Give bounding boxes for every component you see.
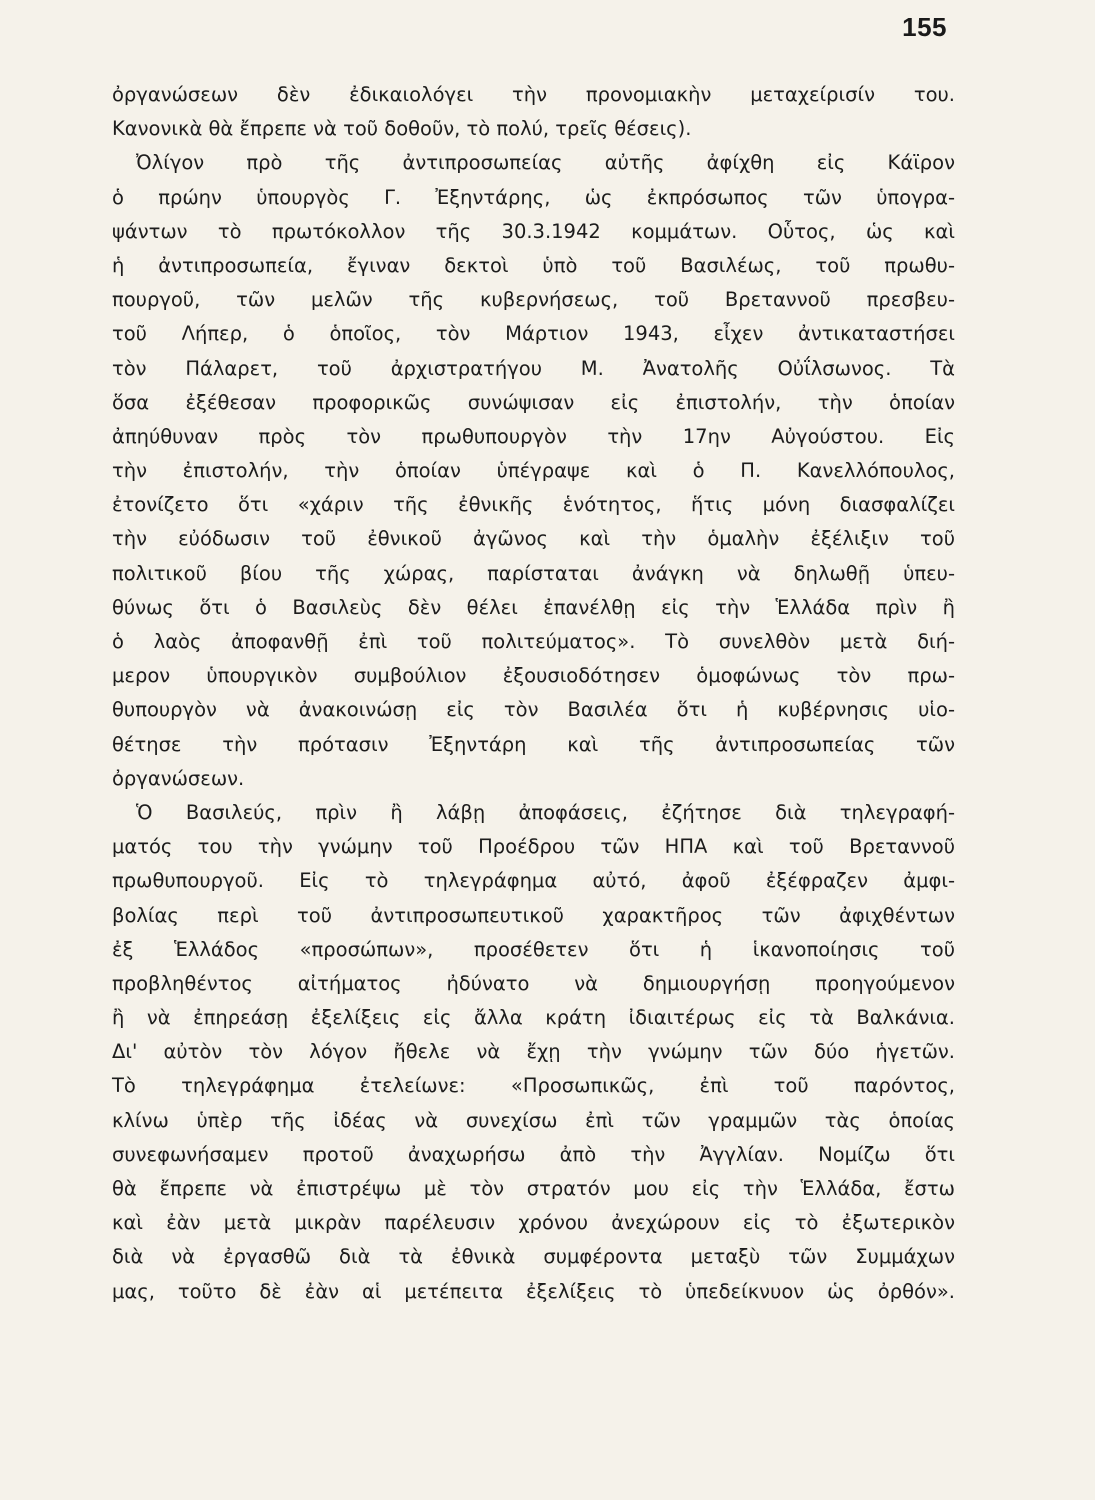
text-line: ματός του τὴν γνώμην τοῦ Προέδρου τῶν ΗΠΑ καὶ τοῦ Βρεταννοῦ (112, 835, 955, 859)
text-line: ἀπηύθυναν πρὸς τὸν πρωθυπουργὸν τὴν 17ην Αὐγούστου. Εἰς (112, 424, 955, 448)
text-line: ὀργανώσεων δὲν ἐδικαιολόγει τὴν προνομιακὴν μεταχείρισίν του. (112, 83, 955, 106)
text-line: θὰ ἔπρεπε νὰ ἐπιστρέψω μὲ τὸν στρατόν μου εἰς τὴν Ἑλλάδα, ἔστω (112, 1177, 955, 1200)
text-line: Ὀλίγον πρὸ τῆς ἀντιπροσωπείας αὐτῆς ἀφίχθη εἰς Κάϊρον (136, 151, 955, 175)
text-line: τὸν Πάλαρετ, τοῦ ἀρχιστρατήγου Μ. Ἀνατολῆς Οὐΐλσωνος. Τὰ (112, 356, 955, 380)
text-line: τοῦ Λήπερ, ὁ ὁποῖος, τὸν Μάρτιον 1943, εἶχεν ἀντικαταστήσει (112, 322, 955, 346)
text-line: ψάντων τὸ πρωτόκολλον τῆς 30.3.1942 κομμάτων. Οὗτος, ὡς καὶ (112, 219, 955, 243)
text-line: προβληθέντος αἰτήματος ἠδύνατο νὰ δημιουργήσῃ προηγούμενον (112, 971, 955, 995)
text-line: ἐτονίζετο ὅτι «χάριν τῆς ἐθνικῆς ἑνότητος, ἥτις μόνη διασφαλίζει (112, 493, 955, 517)
text-line: συνεφωνήσαμεν προτοῦ ἀναχωρήσω ἀπὸ τὴν Ἀγγλίαν. Νομίζω ὅτι (112, 1142, 955, 1166)
text-line: Ὁ Βασιλεύς, πρὶν ἢ λάβῃ ἀποφάσεις, ἐζήτησε διὰ τηλεγραφή- (136, 800, 955, 824)
text-line: κλίνω ὑπὲρ τῆς ἰδέας νὰ συνεχίσω ἐπὶ τῶν γραμμῶν τὰς ὁποίας (112, 1108, 955, 1132)
text-line: ὅσα ἐξέθεσαν προφορικῶς συνώψισαν εἰς ἐπιστολήν, τὴν ὁποίαν (112, 390, 955, 414)
text-line: ἢ νὰ ἐπηρεάσῃ ἐξελίξεις εἰς ἄλλα κράτη ἰδιαιτέρως εἰς τὰ Βαλκάνια. (112, 1006, 955, 1030)
text-line: βολίας περὶ τοῦ ἀντιπροσωπευτικοῦ χαρακτῆρος τῶν ἀφιχθέντων (112, 903, 955, 927)
text-line: καὶ ἐὰν μετὰ μικρὰν παρέλευσιν χρόνου ἀνεχώρουν εἰς τὸ ἐξωτερικὸν (112, 1211, 955, 1235)
text-line: ἡ ἀντιπροσωπεία, ἔγιναν δεκτοὶ ὑπὸ τοῦ Βασιλέως, τοῦ πρωθυ- (112, 253, 955, 277)
body-text (112, 78, 955, 1309)
text-line: τὴν ἐπιστολήν, τὴν ὁποίαν ὑπέγραψε καὶ ὁ Π. Κανελλόπουλος, (112, 459, 955, 483)
text-line: μας, τοῦτο δὲ ἐὰν αἱ μετέπειτα ἐξελίξεις τὸ ὑπεδείκνυον ὡς ὀρθόν». (112, 1279, 955, 1303)
page-number: 155 (902, 12, 947, 42)
text-line: ὁ λαὸς ἀποφανθῇ ἐπὶ τοῦ πολιτεύματος». Τὸ συνελθὸν μετὰ διή- (112, 630, 955, 653)
text-line: ὀργανώσεων. (112, 766, 245, 790)
text-line: θυπουργὸν νὰ ἀνακοινώσῃ εἰς τὸν Βασιλέα ὅτι ἡ κυβέρνησις υἱο- (112, 698, 955, 722)
text-line: ἐξ Ἑλλάδος «προσώπων», προσέθετεν ὅτι ἡ ἱκανοποίησις τοῦ (112, 937, 955, 961)
text-line: πουργοῦ, τῶν μελῶν τῆς κυβερνήσεως, τοῦ Βρεταννοῦ πρεσβευ- (112, 288, 955, 312)
text-line: πολιτικοῦ βίου τῆς χώρας, παρίσταται ἀνάγκη νὰ δηλωθῇ ὑπευ- (112, 561, 955, 585)
text-line: πρωθυπουργοῦ. Εἰς τὸ τηλεγράφημα αὐτό, ἀφοῦ ἐξέφραζεν ἀμφι- (112, 869, 955, 893)
text-line: Δι' αὐτὸν τὸν λόγον ἤθελε νὰ ἔχῃ τὴν γνώμην τῶν δύο ἡγετῶν. (112, 1040, 955, 1064)
text-line: Κανονικὰ θὰ ἔπρεπε νὰ τοῦ δοθοῦν, τὸ πολύ, τρεῖς θέσεις). (112, 117, 692, 141)
text-line: θέτησε τὴν πρότασιν Ἐξηντάρη καὶ τῆς ἀντιπροσωπείας τῶν (112, 732, 955, 756)
text-line: Τὸ τηλεγράφημα ἐτελείωνε: «Προσωπικῶς, ἐπὶ τοῦ παρόντος, (112, 1074, 955, 1098)
text-line: ὁ πρώην ὑπουργὸς Γ. Ἐξηντάρης, ὡς ἐκπρόσωπος τῶν ὑπογρα- (112, 185, 955, 209)
text-line: διὰ νὰ ἐργασθῶ διὰ τὰ ἐθνικὰ συμφέροντα μεταξὺ τῶν Συμμάχων (112, 1245, 955, 1269)
text-line: τὴν εὐόδωσιν τοῦ ἐθνικοῦ ἀγῶνος καὶ τὴν ὁμαλὴν ἐξέλιξιν τοῦ (112, 527, 955, 551)
text-line: μερον ὑπουργικὸν συμβούλιον ἐξουσιοδότησεν ὁμοφώνως τὸν πρω- (112, 664, 955, 688)
text-line: θύνως ὅτι ὁ Βασιλεὺς δὲν θέλει ἐπανέλθῃ εἰς τὴν Ἑλλάδα πρὶν ἢ (112, 595, 955, 619)
